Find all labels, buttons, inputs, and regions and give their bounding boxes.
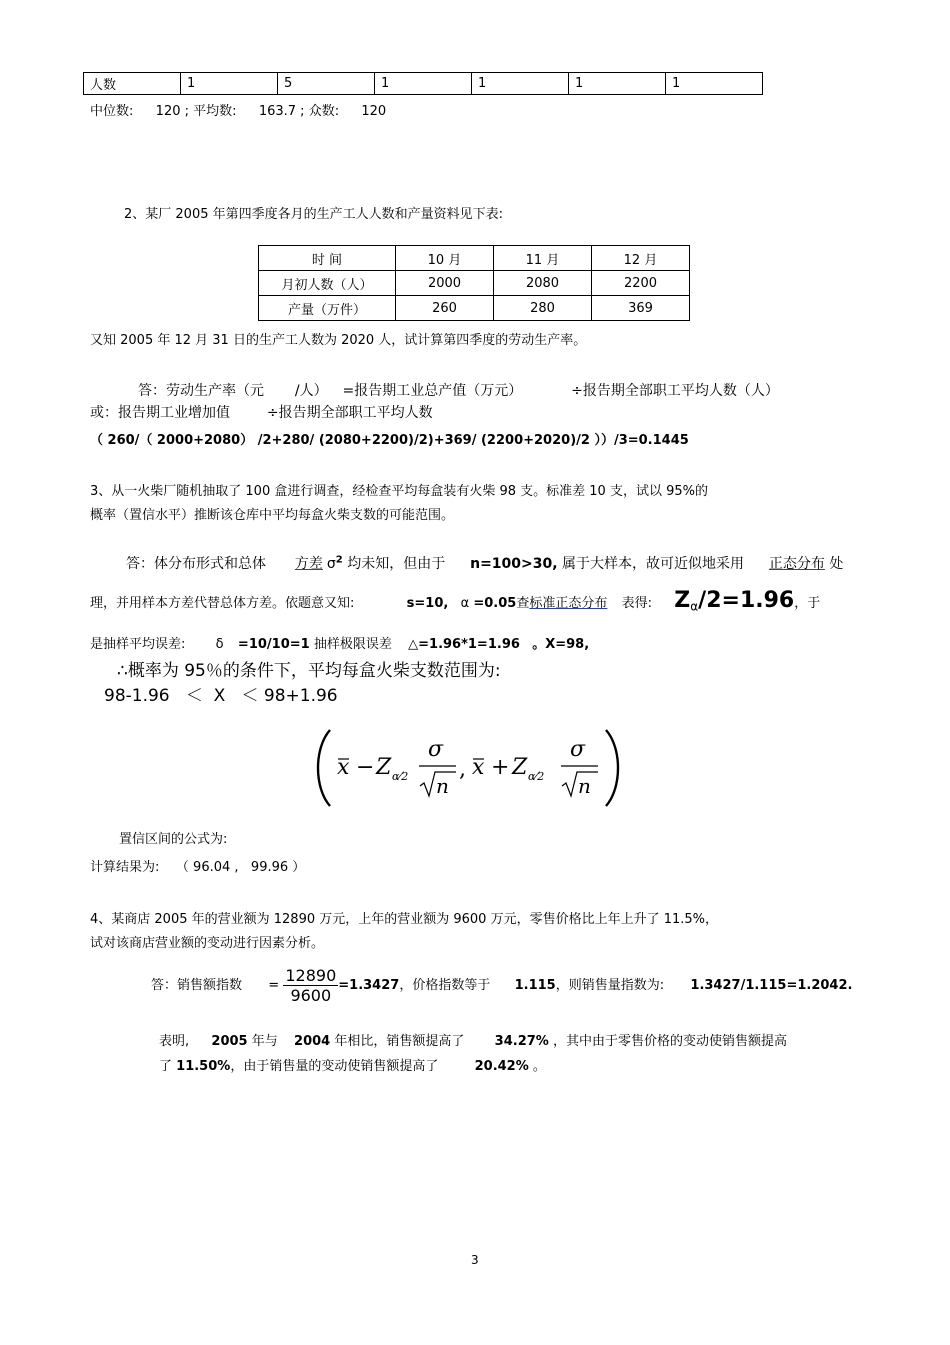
q3-result: 计算结果为: （ 96.04 , 99.96 ）: [90, 860, 306, 875]
answer-text: 属于大样本，故可近似地采用: [562, 556, 745, 572]
n-symbol: n: [578, 774, 591, 798]
conclusion-text: 了: [159, 1059, 173, 1074]
delta-value: =10/10=1: [237, 637, 310, 652]
z-symbol: Z: [512, 755, 528, 780]
left-paren: [318, 730, 330, 806]
q4-conclusion-line1: [159, 1030, 787, 1049]
superscript: 2: [335, 554, 343, 566]
stats-line: [90, 100, 386, 119]
right-paren: [606, 730, 618, 806]
table-cell: 1: [666, 73, 763, 95]
z-subscript: α⁄2: [392, 770, 409, 783]
xbar-symbol: x: [337, 755, 350, 780]
alpha-symbol: α: [460, 596, 470, 611]
table-cell: 2200: [592, 271, 690, 296]
answer-text: 处: [829, 556, 844, 572]
table-header-cell: 10 月: [396, 246, 494, 271]
percent-value: 34.27%: [494, 1034, 549, 1049]
answer-text: ，则销售量指数为:: [555, 978, 665, 993]
answer-text: /人）: [294, 383, 328, 399]
percent-value: 20.42%: [474, 1059, 529, 1074]
conclusion-text: 。: [532, 1059, 546, 1074]
underlined-term: 方差: [294, 556, 323, 572]
median-label: 中位数:: [90, 104, 134, 119]
sales-index-fraction: [283, 966, 338, 1005]
numerator: 12890: [285, 966, 337, 985]
sales-index-value: =1.3427: [338, 978, 400, 993]
table-cell-label: 人数: [84, 73, 181, 95]
xbar-symbol: x: [472, 755, 485, 780]
frequency-table: [83, 72, 763, 95]
mode-value: 120: [361, 104, 387, 119]
q2-intro: 2、某厂 2005 年第四季度各月的生产工人人数和产量资料见下表:: [124, 207, 503, 222]
q2-calculation: （ 260/（ 2000+2080） /2+280/ (2080+2200)/2)+369/ (2200+2020)/2 ））/3=0.1445: [90, 433, 689, 448]
table-cell: 1: [472, 73, 569, 95]
answer-text: ÷报告期全部职工平均人数（人）: [571, 383, 779, 399]
delta-symbol: δ: [215, 637, 224, 652]
answer-text: =报告期工业总产值（万元）: [342, 383, 523, 399]
percent-value: 11.50%: [176, 1059, 231, 1074]
year-value: 2005: [211, 1034, 248, 1049]
condition: n=100>30,: [470, 556, 558, 572]
z-subscript: α: [690, 599, 699, 614]
table-header-cell: 时 间: [259, 246, 396, 271]
table-cell: 280: [494, 296, 592, 321]
z-subscript: α⁄2: [528, 770, 545, 783]
answer-text: 答：劳动生产率（元: [138, 383, 264, 399]
comma: ,: [459, 757, 466, 782]
minus-sign: −: [356, 755, 375, 780]
table-cell: 2080: [494, 271, 592, 296]
mean-value: 。X=98,: [532, 637, 590, 652]
sigma-symbol: σ: [428, 737, 444, 762]
q2-note: 又知 2005 年 12 月 31 日的生产工人数为 2020 人，试计算第四季度的劳动生产率。: [90, 333, 587, 348]
table-cell: 5: [278, 73, 375, 95]
answer-text: 是抽样平均误差:: [90, 637, 186, 652]
alpha-value: =0.05: [473, 596, 517, 611]
price-index-value: 1.115: [514, 978, 556, 993]
table-cell: 1: [375, 73, 472, 95]
q3-answer-line1: [126, 553, 843, 573]
answer-text: 答：销售额指数: [151, 978, 243, 993]
z-value: /2=1.96: [698, 588, 795, 613]
table-row: [259, 296, 690, 321]
table-cell: 260: [396, 296, 494, 321]
z-symbol: Z: [376, 755, 392, 780]
answer-text: 答：体分布形式和总体: [126, 556, 266, 572]
answer-text: 理，并用样本方差代替总体方差。依题意又知:: [90, 596, 355, 611]
denominator: 9600: [290, 986, 332, 1005]
q3-range: 98-1.96 ＜ X ＜ 98+1.96: [104, 686, 338, 706]
s-value: s=10,: [406, 596, 449, 611]
answer-text: ，价格指数等于: [399, 978, 491, 993]
q3-line2: 概率（置信水平）推断该仓库中平均每盒火柴支数的可能范围。: [90, 508, 455, 523]
q3-line1: 3、从一火柴厂随机抽取了 100 盒进行调查，经检查平均每盒装有火柴 98 支。标准差 10 支，试以 95%的: [90, 484, 708, 499]
answer-text: 抽样极限误差: [313, 637, 392, 652]
formula-label: 置信区间的公式为:: [119, 832, 228, 847]
equals-sign: =: [268, 978, 280, 993]
table-cell: 369: [592, 296, 690, 321]
limit-error-value: =1.96*1=1.96: [418, 637, 520, 652]
conclusion-text: 表明,: [159, 1034, 190, 1049]
table-header-row: [259, 246, 690, 271]
confidence-interval-formula: [316, 726, 622, 810]
q3-answer-line3: [90, 633, 589, 652]
table-row: [84, 73, 763, 95]
table-cell: 2000: [396, 271, 494, 296]
conclusion-text: 年相比，销售额提高了: [334, 1034, 465, 1049]
mean-value: 163.7 ;: [258, 104, 305, 119]
conclusion-text: ，由于销售量的变动使销售额提高了: [230, 1059, 439, 1074]
triangle-symbol: △: [408, 637, 419, 652]
table-row: [259, 271, 690, 296]
answer-text: 或：报告期工业增加值: [90, 405, 230, 421]
table-header-cell: 12 月: [592, 246, 690, 271]
sigma-symbol: σ: [570, 737, 586, 762]
conclusion-text: ，其中由于零售价格的变动使销售额提高: [552, 1034, 787, 1049]
year-value: 2004: [294, 1034, 331, 1049]
answer-text: 均未知，但由于: [347, 556, 446, 572]
table-cell: 1: [569, 73, 666, 95]
answer-text: 查: [516, 596, 530, 611]
table-cell: 1: [181, 73, 278, 95]
median-value: 120 ;: [155, 104, 189, 119]
plus-sign: +: [491, 755, 510, 780]
sigma-symbol: σ: [326, 556, 336, 572]
page-number: 3: [471, 1253, 479, 1267]
conclusion-text: 年与: [251, 1034, 278, 1049]
table-cell: 产量（万件）: [259, 296, 396, 321]
q2-alt-answer: [90, 402, 433, 422]
n-symbol: n: [436, 774, 449, 798]
answer-text: ，于: [794, 596, 821, 611]
q4-line1: 4、某商店 2005 年的营业额为 12890 万元，上年的营业额为 9600 万元，零售价格比上年上升了 11.5%，: [90, 912, 719, 927]
mean-label: 平均数:: [193, 104, 237, 119]
table-cell: 月初人数（人）: [259, 271, 396, 296]
q4-line2: 试对该商店营业额的变动进行因素分析。: [90, 936, 325, 951]
answer-text: 表得:: [621, 596, 653, 611]
underlined-term: 标准正态分布: [529, 596, 608, 611]
z-symbol: Z: [674, 588, 691, 613]
q2-answer: [138, 380, 779, 400]
q4-answer-line: [151, 966, 852, 1005]
table-header-cell: 11 月: [494, 246, 592, 271]
q4-conclusion-line2: [159, 1055, 546, 1074]
quantity-index-value: 1.3427/1.115=1.2042.: [690, 978, 853, 993]
underlined-term: 正态分布: [768, 556, 825, 572]
mode-label: 众数:: [308, 104, 340, 119]
answer-text: ÷报告期全部职工平均人数: [266, 405, 433, 421]
q3-answer-line2: [90, 588, 820, 614]
q3-therefore: ∴概率为 95％的条件下，平均每盒火柴支数范围为:: [117, 661, 501, 681]
production-table: [258, 245, 690, 321]
